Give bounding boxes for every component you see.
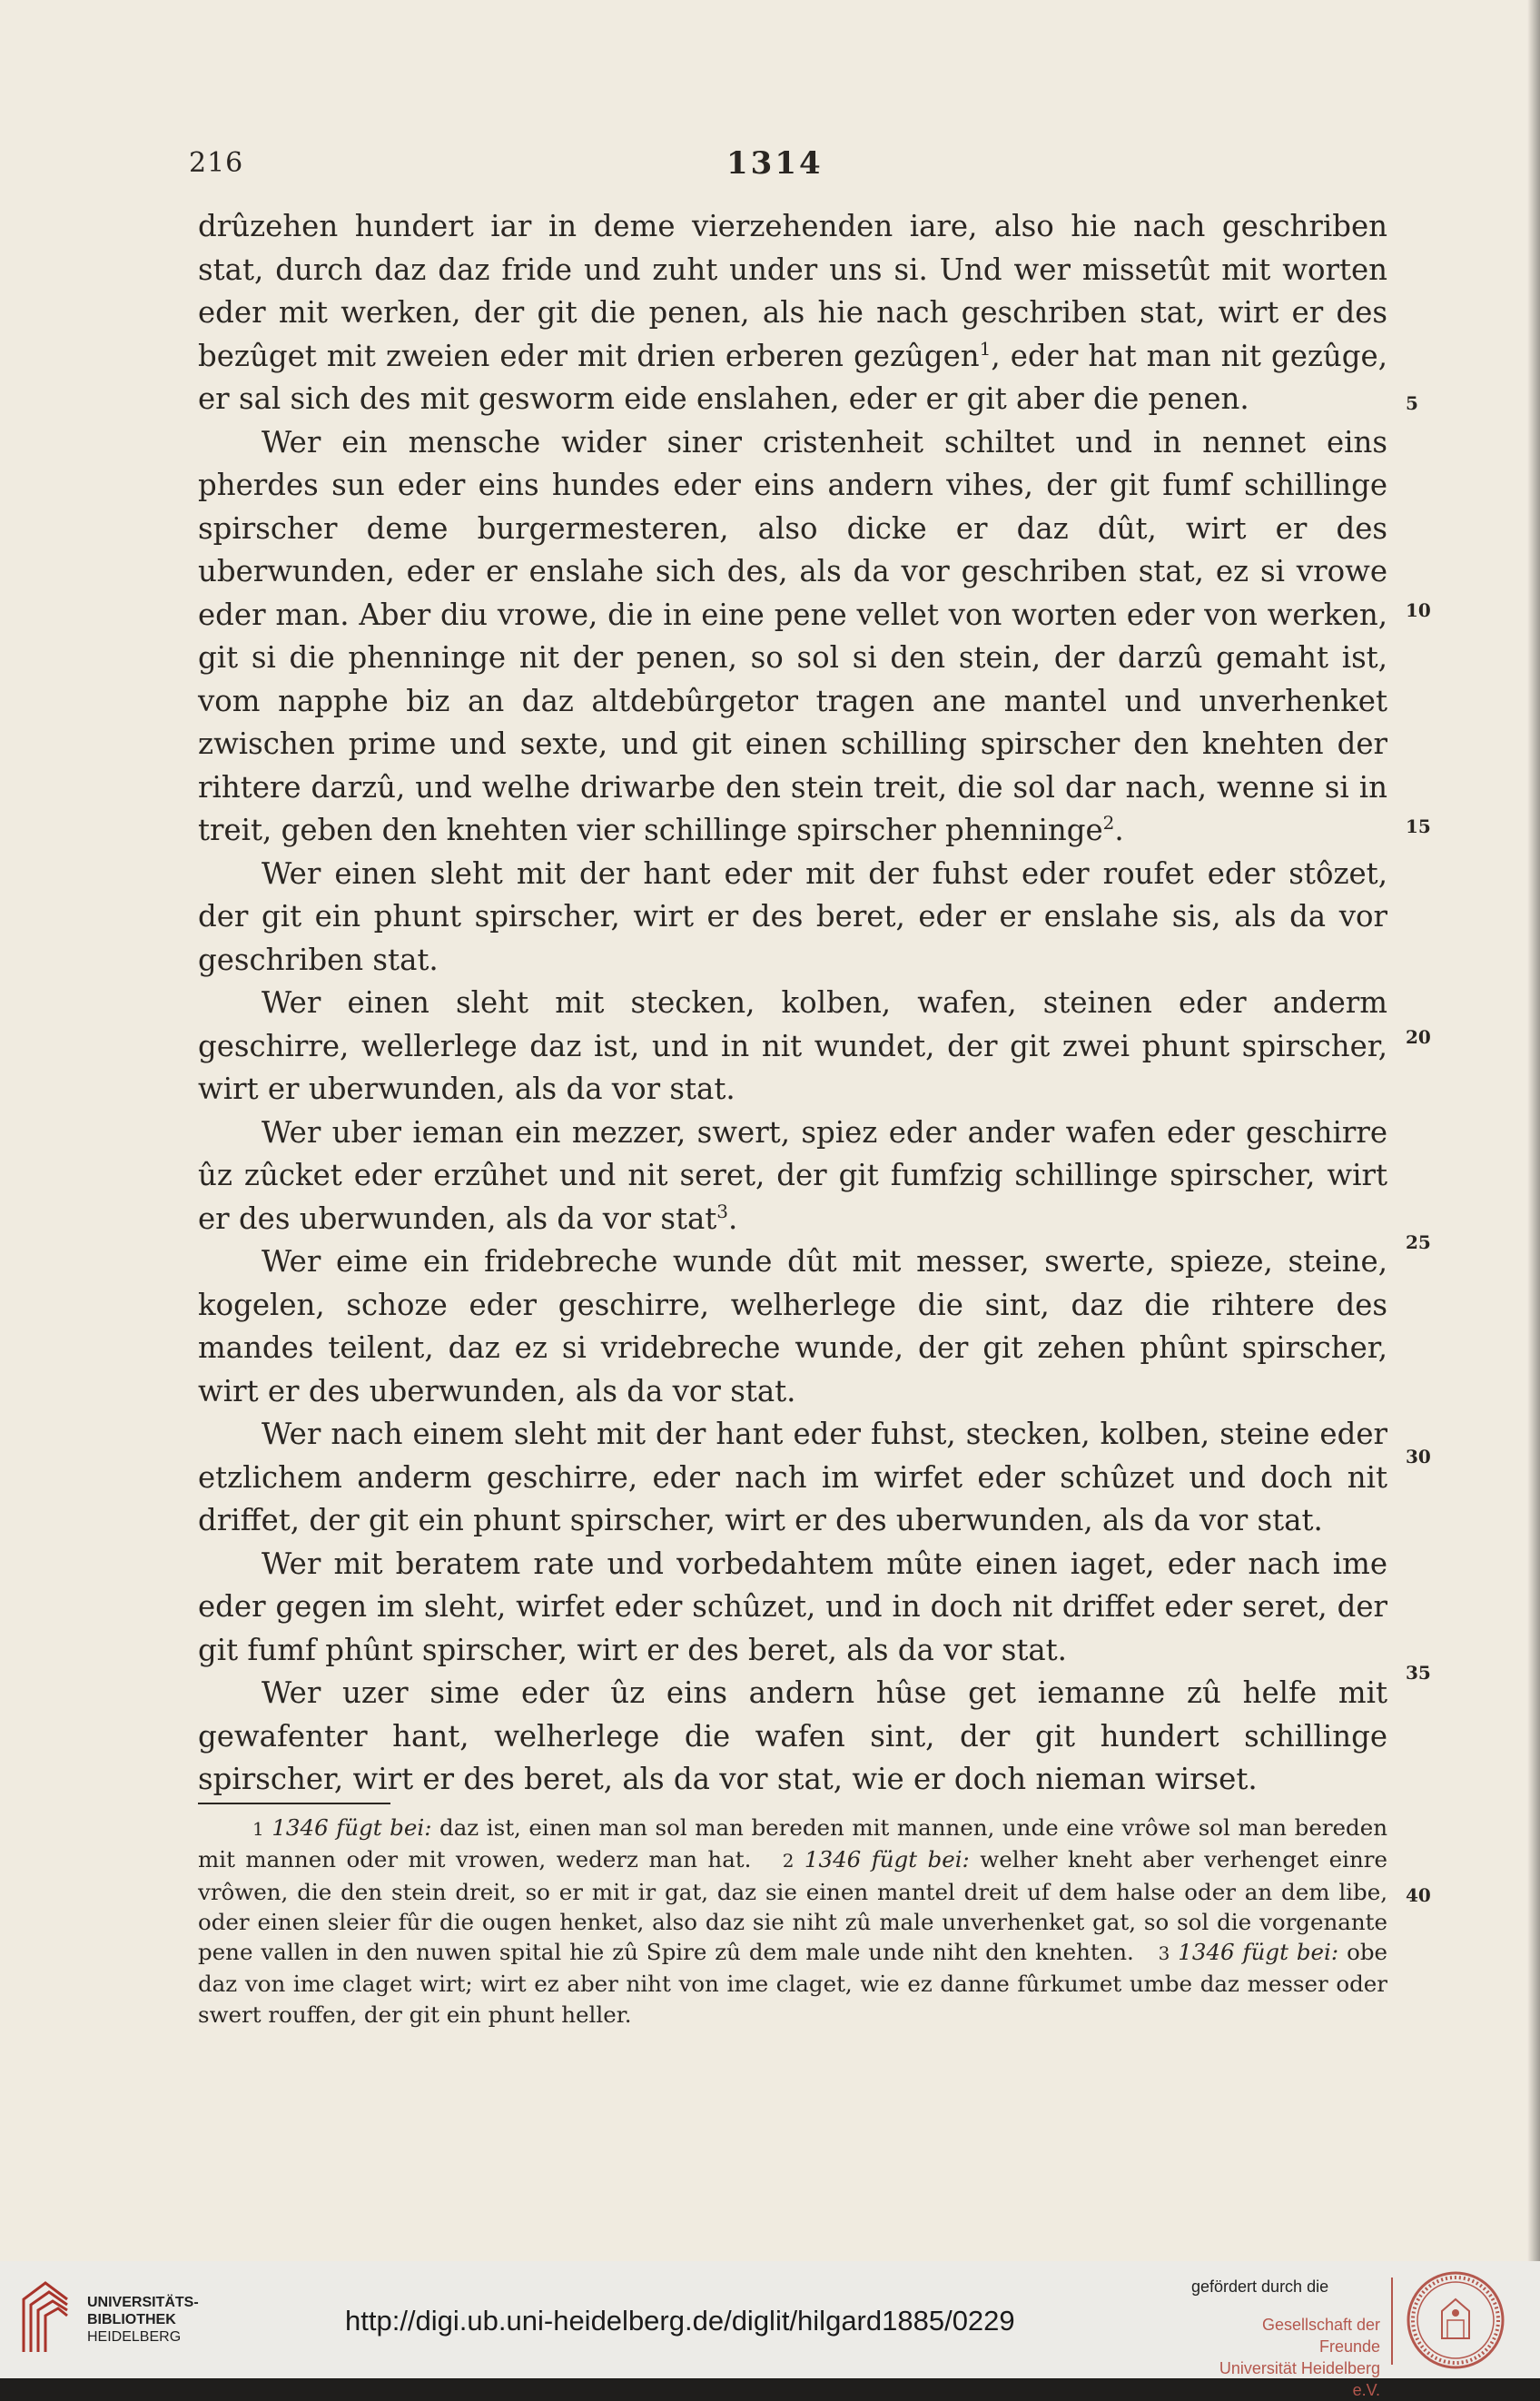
footnote-ref: 1: [979, 337, 992, 360]
footnote-number: 1: [252, 1818, 264, 1840]
paragraph-text: Wer nach einem sleht mit der hant eder fuhst, stecken, kolben, steine eder etzlichem anderm geschirre, eder nach im wirfet eder schûzet und doch nit driffet, der git ein phunt spirscher, wirt er des uberwunden, als da vor stat.: [198, 1417, 1387, 1537]
library-name-line: UNIVERSITÄTS-: [87, 2295, 199, 2310]
paragraph: [198, 1672, 1387, 1802]
line-number: 25: [1406, 1231, 1431, 1253]
footnote-lead: 1346 fügt bei:: [271, 1814, 432, 1841]
running-head-year: 1314: [726, 145, 824, 182]
line-number: 40: [1406, 1884, 1431, 1906]
line-number: 10: [1406, 599, 1431, 621]
footnote-number: 3: [1158, 1942, 1170, 1965]
paragraph: [198, 1112, 1387, 1241]
footnote-text: welher kneht aber verhenget einre vrôwen, die den stein dreit, so er mit ir gat, daz sie einen mantel dreit uf dem halse oder an dem libe, oder einen sleier fûr die ougen henket, also daz sie niht zû male unverhenket gat, so sol die vorgenante pene vallen in den nuwen spital hie zû Spire zû dem male unde niht den knehten.: [198, 1846, 1387, 1966]
sponsor-name-line: Gesellschaft der Freunde: [1261, 2316, 1380, 2356]
paragraph-tail: .: [728, 1200, 738, 1236]
paragraph-text: Wer uber ieman ein mezzer, swert, spiez eder ander wafen eder geschirre ûz zûcket eder erzûhet und nit seret, der git fumfzig schillinge spirscher, wirt er des uberwunden, als da vor stat: [198, 1114, 1387, 1236]
university-seal-icon: [1406, 2270, 1505, 2370]
paragraph-tail: .: [1114, 813, 1124, 847]
paragraph-text: Wer eime ein fridebreche wunde dût mit messer, swerte, spieze, steine, kogelen, schoze eder geschirre, welherlege die sint, daz die rihtere des mandes teilent, daz ez si vridebreche wunde, der git zehen phûnt spirscher, wirt er des uberwunden, als da vor stat.: [198, 1244, 1387, 1408]
paragraph: [198, 853, 1387, 983]
sponsor-name-line: Universität Heidelberg e.V.: [1219, 2359, 1380, 2399]
university-library-logo-icon: [18, 2279, 73, 2356]
paragraph: [198, 421, 1387, 853]
library-name-line: BIBLIOTHEK: [87, 2312, 176, 2327]
footer-bar: [0, 2261, 1540, 2399]
footnote-rule: [198, 1803, 390, 1804]
paragraph-text: drûzehen hundert iar in deme vierzehenden iare, also hie nach geschriben stat, durch daz daz fride und zuht under uns si. Und wer missetût mit worten eder mit werken, der git die penen, als hie nach geschriben stat, wirt er des bezûget mit zweien eder mit drien erberen gezûgen: [198, 209, 1387, 373]
paragraph: [198, 205, 1387, 421]
footer-divider: [1391, 2277, 1393, 2365]
paragraph-text: Wer einen sleht mit stecken, kolben, wafen, steinen eder anderm geschirre, wellerlege daz ist, und in nit wundet, der git zwei phunt spirscher, wirt er uberwunden, als da vor stat.: [198, 985, 1387, 1106]
sponsor-name: [1199, 2314, 1380, 2401]
paragraph-text: Wer einen sleht mit der hant eder mit der fuhst eder roufet eder stôzet, der git ein phunt spirscher, wirt er des beret, eder er enslahe sis, als da vor geschriben stat.: [198, 855, 1387, 977]
line-number: 35: [1406, 1662, 1431, 1684]
paragraph: [198, 1240, 1387, 1413]
paragraph: [198, 982, 1387, 1112]
page-edge-shadow: [1527, 0, 1540, 2261]
paragraph-text: Wer uzer sime eder ûz eins andern hûse get iemanne zû helfe mit gewafenter hant, welherlege die wafen sint, der git hundert schillinge spirscher, wirt er des beret, als da vor stat, wie er doch nieman wirset.: [198, 1675, 1387, 1796]
line-number: 15: [1406, 815, 1431, 837]
line-number: 5: [1406, 392, 1418, 414]
footnote-ref: 3: [716, 1200, 729, 1222]
paragraph: [198, 1413, 1387, 1543]
footnote: [198, 1813, 1387, 2030]
footnote-text: obe daz von ime claget wirt; wirt ez aber niht von ime claget, wie ez danne fûrkumet umbe daz messer oder swert rouffen, der git ein phunt heller.: [198, 1939, 1387, 2028]
paragraph-tail: , eder hat man nit gezûge, er sal sich des mit gesworm eide enslahen, eder er git aber die penen.: [198, 338, 1387, 416]
footnote-text: daz ist, einen man sol man bereden mit mannen, unde eine vrôwe sol man bereden mit mannen oder mit vrowen, wederz man hat.: [198, 1814, 1387, 1873]
library-name: [87, 2294, 199, 2346]
footnote-ref: 2: [1102, 812, 1115, 835]
paragraph-text: Wer ein mensche wider siner cristenheit schiltet und in nennet eins pherdes sun eder eins hundes eder eins andern vihes, der git fumf schillinge spirscher deme burgermesteren, also dicke er daz dût, wirt er des uberwunden, eder er enslahe sich des, als da vor geschriben stat, ez si vrowe eder man. Aber diu vrowe, die in eine pene vellet von worten eder von werken, git si die phenninge nit der penen, so sol si den stein, der darzû gemaht ist, vom napphe biz an daz altdebûrgetor tragen ane mantel und unverhenket zwischen prime und sexte, und git einen schilling spirscher den knehten der rihtere darzû, und welhe driwarbe den stein treit, die sol dar nach, wenne si in treit, geben den knehten vier schillinge spirscher phenninge: [198, 424, 1387, 847]
paragraph-text: Wer mit beratem rate und vorbedahtem mûte einen iaget, eder nach ime eder gegen im sleht, wirfet eder schûzet, und in doch nit driffet eder seret, der git fumf phûnt spirscher, wirt er des beret, als da vor stat.: [198, 1546, 1387, 1667]
footnote-lead: 1346 fügt bei:: [1178, 1939, 1339, 1966]
footnote-lead: 1346 fügt bei:: [804, 1846, 970, 1873]
footnote-number: 2: [782, 1850, 795, 1872]
line-number: 30: [1406, 1446, 1431, 1467]
sponsor-label: gefördert durch die: [1191, 2277, 1329, 2296]
page-number: 216: [189, 147, 244, 179]
main-text: [198, 205, 1387, 1802]
footnotes: [198, 1813, 1387, 2030]
line-number: 20: [1406, 1026, 1431, 1048]
permalink-url[interactable]: http://digi.ub.uni-heidelberg.de/diglit/hilgard1885/0229: [345, 2305, 1015, 2337]
library-name-line: HEIDELBERG: [87, 2329, 182, 2345]
paragraph: [198, 1543, 1387, 1673]
